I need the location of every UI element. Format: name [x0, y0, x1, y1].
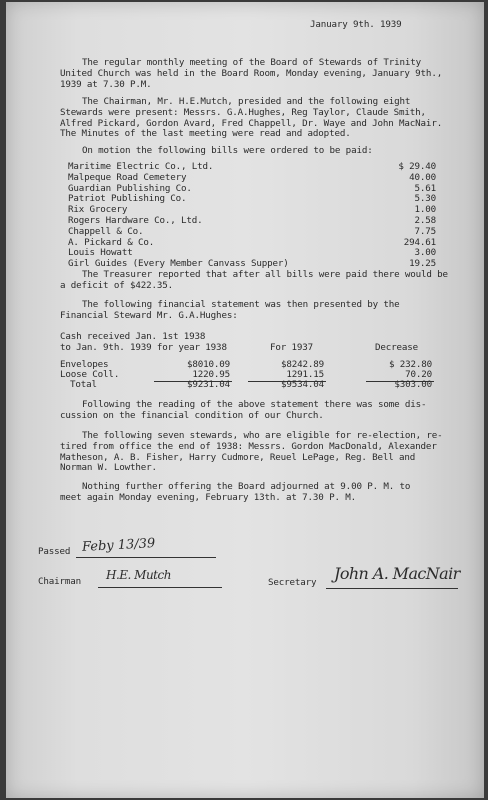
- chairman-signature: H.E. Mutch: [106, 568, 171, 582]
- passed-line: [76, 557, 216, 558]
- bill-name: Guardian Publishing Co.: [68, 182, 192, 194]
- bill-amount: 294.61: [403, 236, 436, 248]
- bill-row: [60, 227, 436, 238]
- attendance-paragraph: The Chairman, Mr. H.E.Mutch, presided and the following eight Stewards were present: Messrs. G.A.Hughes, Reg Taylor, Claude Smith, Alfred Pickard, Gordon Avard, Fred Chappell, Dr. Waye and John MacNair. The Minutes of the last meeting were read and adopted.: [60, 96, 443, 140]
- fin-cell: $8242.89: [280, 359, 324, 370]
- passed-date-handwritten: Feby 13/39: [81, 536, 156, 555]
- secretary-label: Secretary: [268, 577, 317, 588]
- bill-amount: 40.00: [409, 171, 436, 183]
- bill-amount: $ 29.40: [398, 161, 436, 172]
- treasurer-report: The Treasurer reported that after all bills were paid there would be a deficit of $422.35.: [60, 269, 448, 291]
- fin-cell: $ 232.80: [388, 359, 432, 370]
- bill-name: Rogers Hardware Co., Ltd.: [68, 214, 203, 226]
- fin-cell: 1220.95: [192, 369, 230, 380]
- bill-amount: 1.00: [414, 204, 436, 216]
- fin-cell: 70.20: [405, 369, 432, 380]
- fin-row-label: Loose Coll.: [60, 369, 120, 380]
- bill-name: Chappell & Co.: [68, 225, 144, 237]
- bill-name: Malpeque Road Cemetery: [68, 171, 187, 183]
- bill-amount: 19.25: [409, 258, 436, 270]
- bill-name: Maritime Electric Co., Ltd.: [68, 161, 214, 172]
- fin-cell: $8010.09: [186, 359, 230, 370]
- bill-amount: 5.30: [414, 193, 436, 205]
- discussion-paragraph: Following the reading of the above statement there was some dis- cussion on the financial condition of our Church.: [60, 399, 427, 421]
- secretary-line: [326, 588, 458, 589]
- bill-name: Patriot Publishing Co.: [68, 193, 187, 205]
- passed-label: Passed: [38, 546, 71, 557]
- bill-row: [60, 173, 436, 184]
- chairman-line: [98, 587, 222, 588]
- fin-row-label: Envelopes: [60, 359, 109, 370]
- bill-name: Rix Grocery: [68, 204, 128, 216]
- fin-cell: $303.00: [394, 379, 432, 390]
- secretary-signature: John A. MacNair: [334, 564, 460, 583]
- bill-amount: 3.00: [414, 247, 436, 259]
- bills-list: [60, 162, 436, 270]
- chairman-label: Chairman: [38, 576, 82, 587]
- fin-header-left: Cash received Jan. 1st 1938 to Jan. 9th. 1939 for year 1938: [60, 331, 227, 353]
- statement-intro: The following financial statement was then presented by the Financial Steward Mr. G.A.Hughes:: [60, 299, 400, 321]
- bill-name: Louis Howatt: [68, 247, 133, 259]
- fin-cell: $9231.04: [186, 379, 230, 390]
- bill-name: Girl Guides (Every Member Canvass Supper): [68, 258, 289, 270]
- fin-header-col3: Decrease: [375, 342, 419, 353]
- adjournment-paragraph: Nothing further offering the Board adjourned at 9.00 P. M. to meet again Monday evening, February 13th. at 7.30 P. M.: [60, 481, 411, 503]
- bill-name: A. Pickard & Co.: [68, 236, 155, 248]
- fin-cell: 1291.15: [286, 369, 324, 380]
- minutes-page: [6, 2, 484, 798]
- bill-amount: 7.75: [414, 225, 436, 237]
- fin-cell: $9534.04: [280, 379, 324, 390]
- fin-row-label: Total: [70, 379, 97, 390]
- meeting-date: January 9th. 1939: [310, 19, 402, 30]
- bills-intro: On motion the following bills were ordered to be paid:: [82, 145, 373, 156]
- bill-amount: 5.61: [414, 182, 436, 194]
- retirement-paragraph: The following seven stewards, who are eligible for re-election, re- tired from office the end of 1938: Messrs. Gordon MacDonald, Alexander Matheson, A. B. Fisher, Harry Cudmore, Reuel LePage, Reg. Bell and Norman W. Lowther.: [60, 430, 443, 474]
- fin-header-col2: For 1937: [270, 342, 314, 353]
- opening-paragraph: The regular monthly meeting of the Board of Stewards of Trinity United Church was held in the Board Room, Monday evening, January 9th., 1939 at 7.30 P.M.: [60, 57, 443, 90]
- bill-amount: 2.58: [414, 214, 436, 226]
